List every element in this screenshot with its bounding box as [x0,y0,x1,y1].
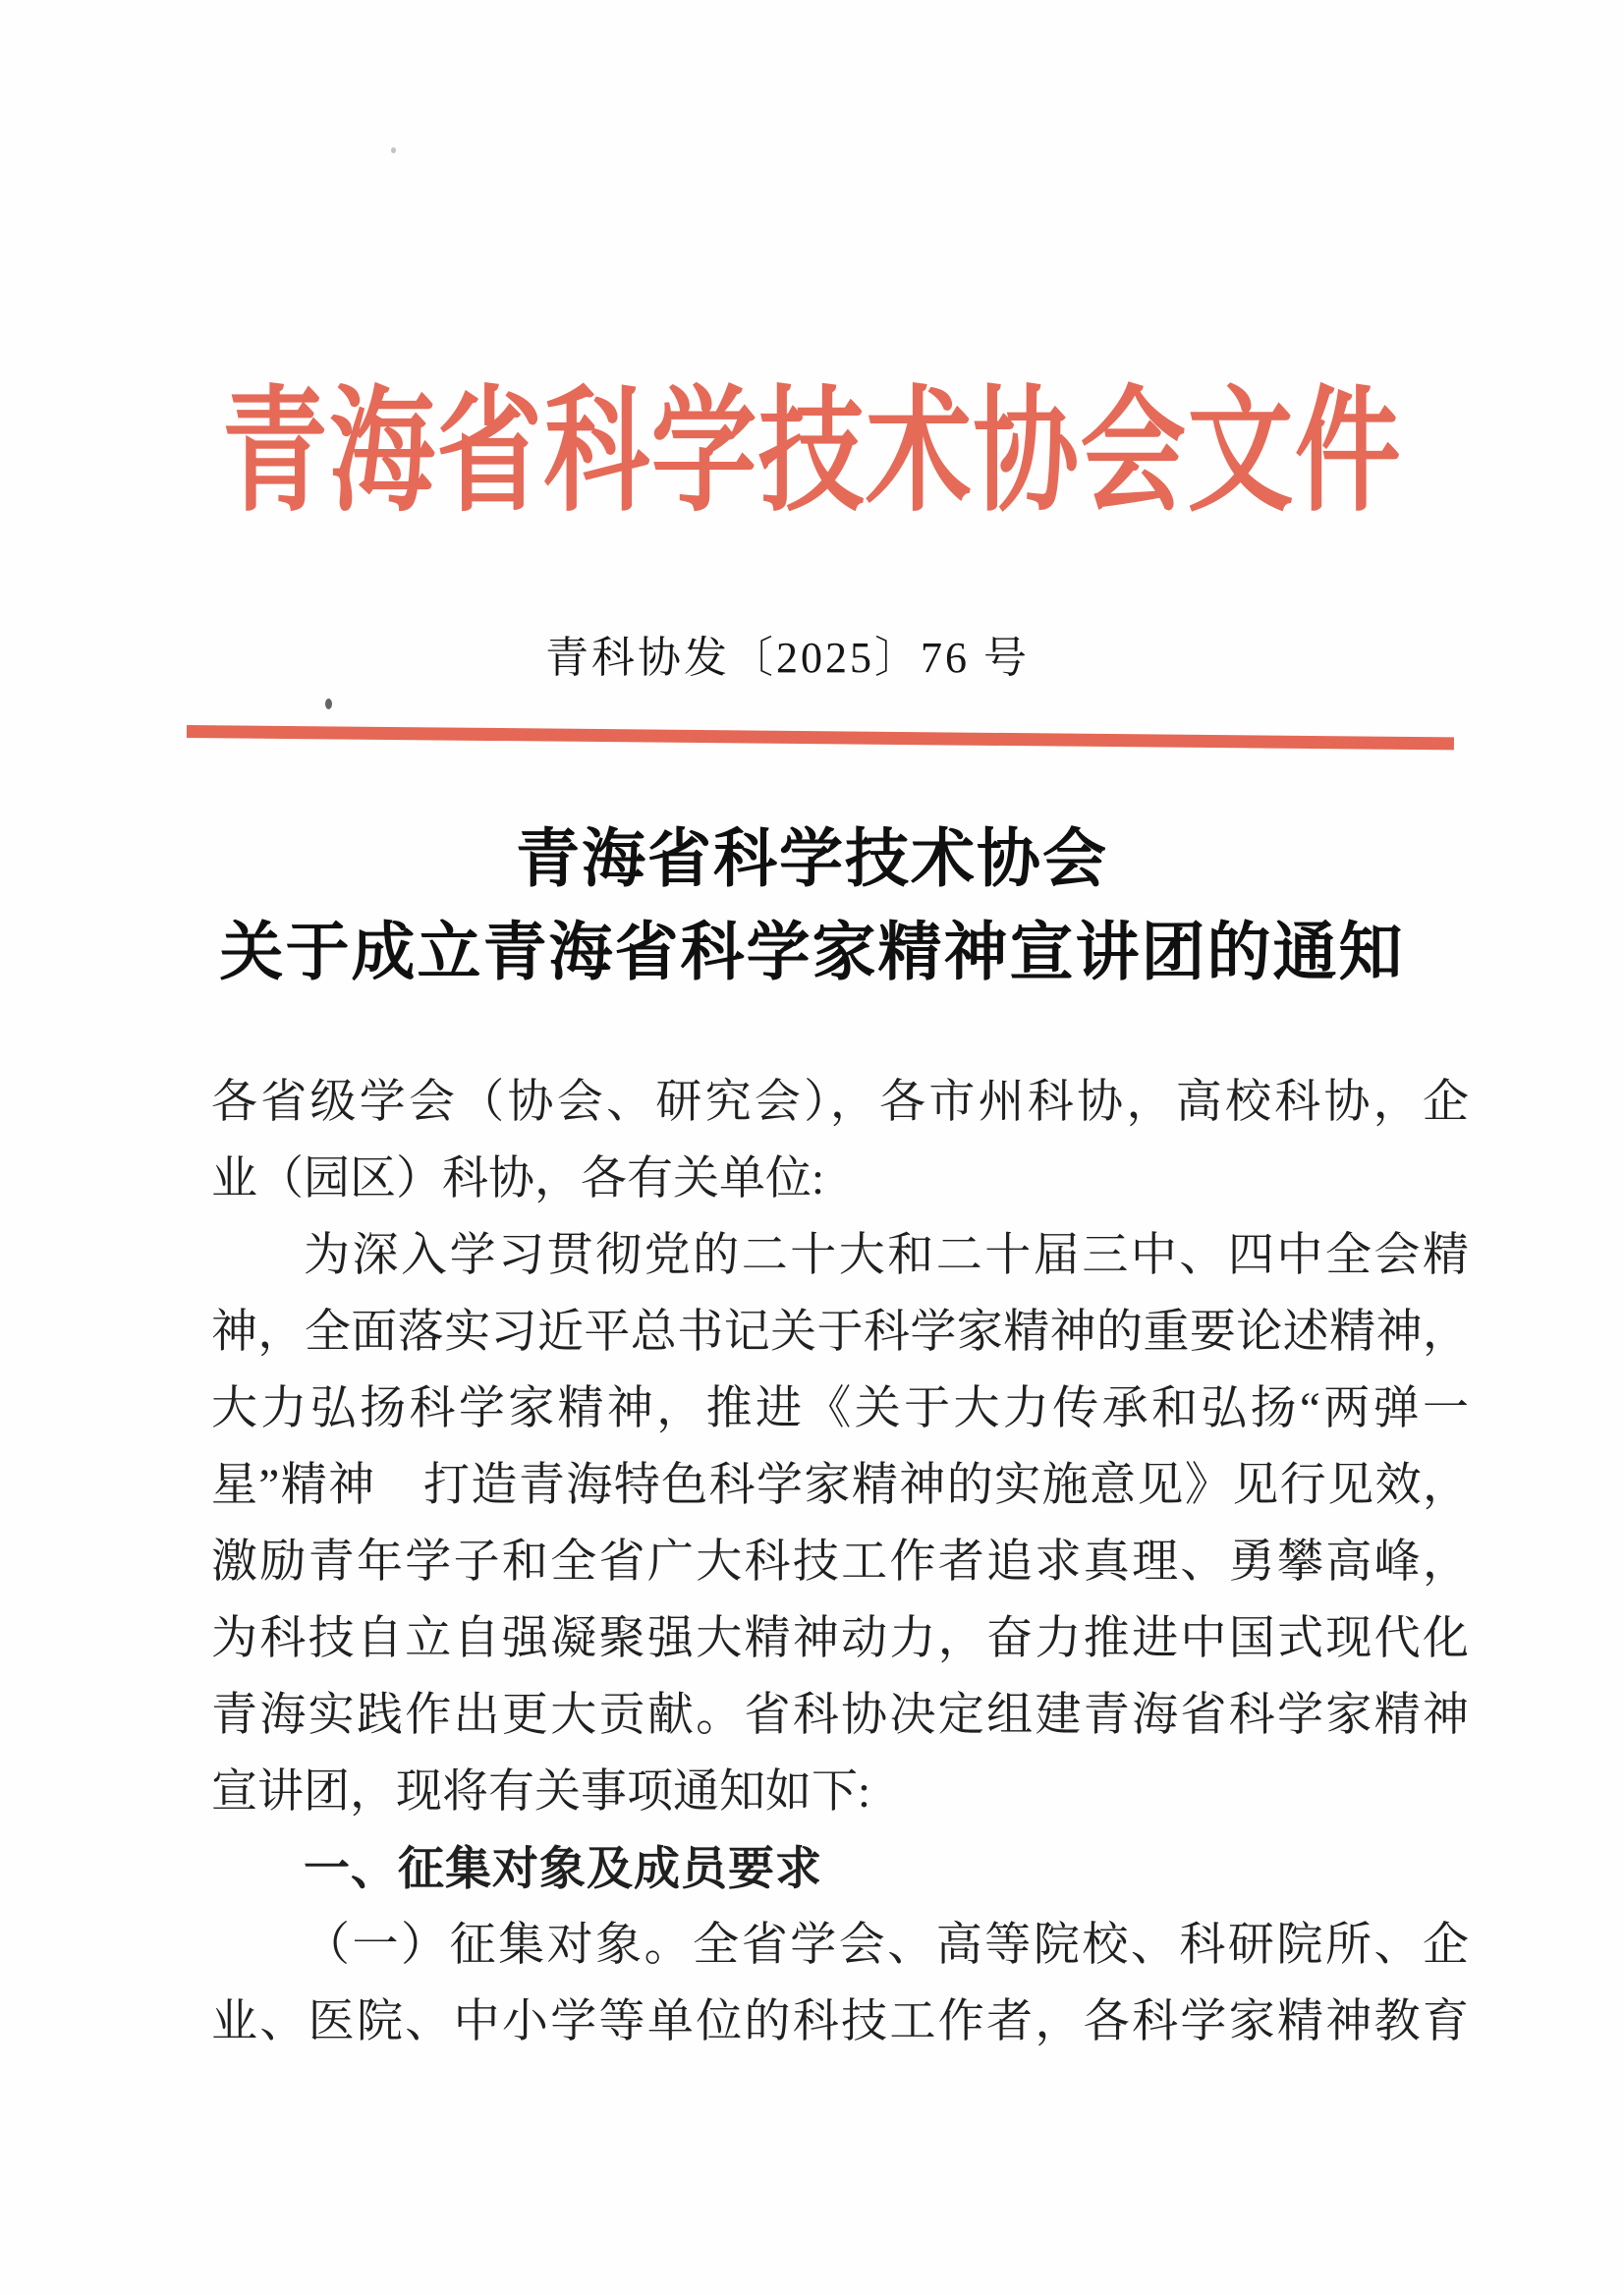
body-line: 为科技自立自强凝聚强大精神动力，奋力推进中国式现代化 [211,1613,1469,1664]
document-number: 青科协发〔2025〕76 号 [545,634,1030,682]
body-section-heading: 一、征集对象及成员要求 [304,1842,822,1894]
body-line: （一）征集对象。全省学会、高等院校、科研院所、企 [304,1920,1469,1971]
red-divider-line [187,725,1454,750]
body-line: 大力弘扬科学家精神，推进《关于大力传承和弘扬“两弹一 [211,1383,1469,1434]
document-title-line-1: 青海省科学技术协会 [515,824,1108,895]
body-line: 宣讲团，现将有关事项通知如下: [211,1766,871,1818]
document-title [0,813,1624,1000]
document-body [211,1064,1469,2060]
body-line: 业（园区）科协，各有关单位: [211,1153,825,1204]
body-line: 青海实践作出更大贡献。省科协决定组建青海省科学家精神 [211,1690,1469,1741]
scan-artifact-dot [325,699,332,709]
scan-artifact-dot [391,147,396,153]
body-line: 激励青年学子和全省广大科技工作者追求真理、勇攀高峰， [211,1537,1469,1588]
body-line: 各省级学会（协会、研究会），各市州科协，高校科协，企 [211,1077,1469,1128]
body-line: 业、医院、中小学等单位的科技工作者，各科学家精神教育 [211,1996,1469,2047]
document-title-line-2: 关于成立青海省科学家精神宣讲团的通知 [219,918,1405,988]
letterhead-title: 青海省科学技术协会文件 [221,377,1403,528]
body-line: 神，全面落实习近平总书记关于科学家精神的重要论述精神， [211,1307,1469,1358]
body-line: 星”精神 打造青海特色科学家精神的实施意见》见行见效， [211,1460,1469,1511]
body-line: 为深入学习贯彻党的二十大和二十届三中、四中全会精 [304,1230,1469,1281]
